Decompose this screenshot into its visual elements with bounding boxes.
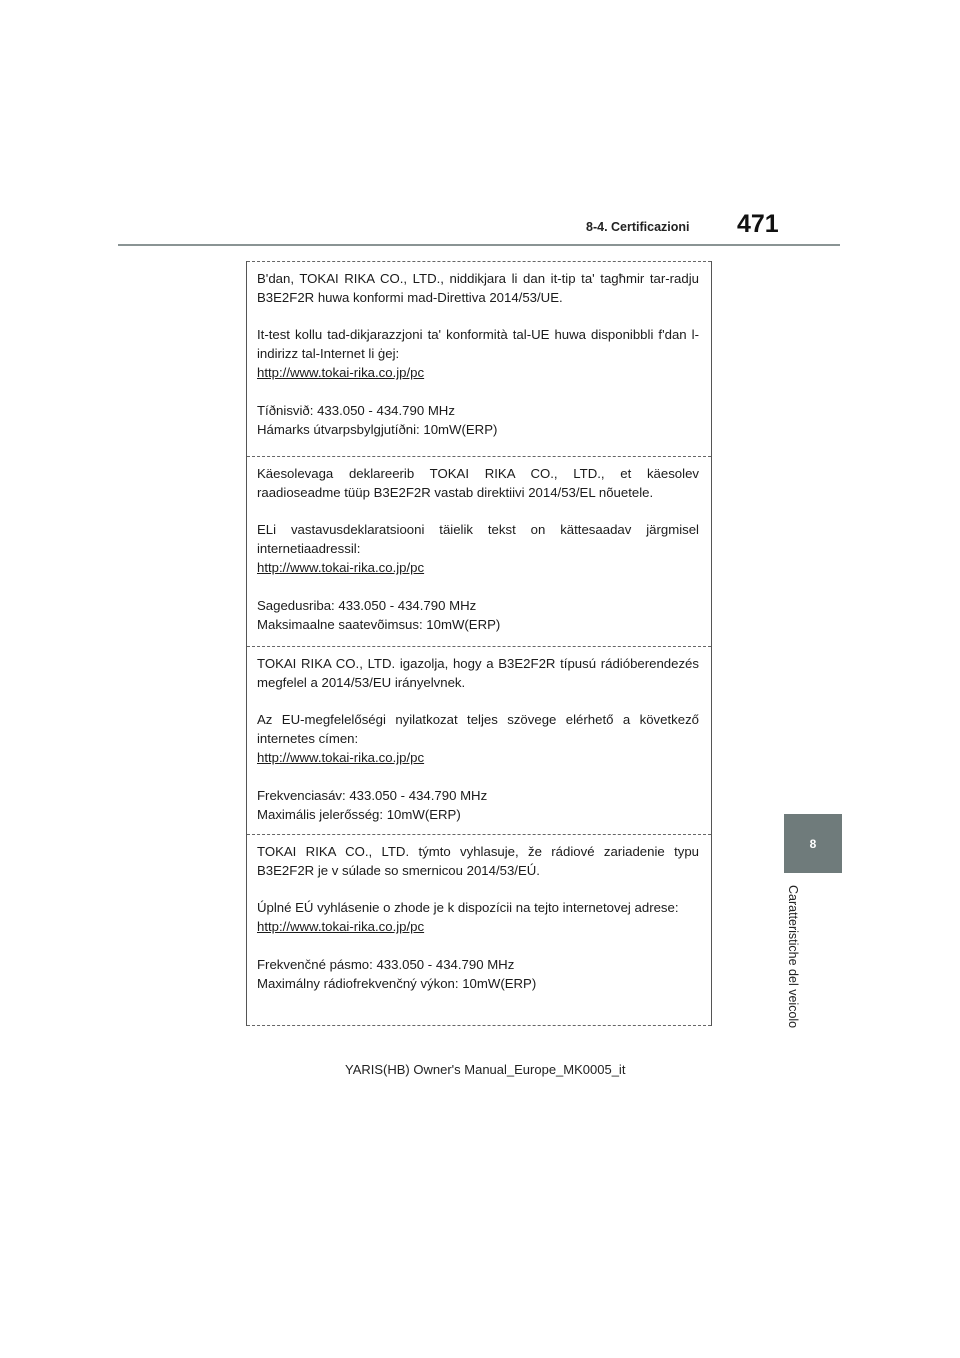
declaration-intro: Käesolevaga deklareerib TOKAI RIKA CO., LTD., et käesolev raadioseadme tüüp B3E2F2R vastab direktiivi 2014/53/EL nõuetele.: [257, 466, 699, 500]
declaration-text: ELi vastavusdeklaratsiooni täielik tekst on kättesaadav järgmisel internetiaadressil:: [257, 522, 699, 556]
declaration-intro: TOKAI RIKA CO., LTD. týmto vyhlasuje, že rádiové zariadenie typu B3E2F2R je v súlade so smernicou 2014/53/EÚ.: [257, 844, 699, 878]
certificate-block-maltese: [247, 261, 711, 456]
certificate-block-slovak: [247, 834, 711, 1026]
frequency-band: Frekvenčné pásmo: 433.050 - 434.790 MHz: [257, 957, 515, 972]
chapter-number: 8: [809, 836, 817, 851]
max-power: Maksimaalne saatevõimsus: 10mW(ERP): [257, 617, 501, 632]
max-power: Maximálny rádiofrekvenčný výkon: 10mW(ERP): [257, 976, 537, 991]
certificate-block-hungarian: [247, 646, 711, 834]
frequency-band: Tíðnisvið: 433.050 - 434.790 MHz: [257, 403, 455, 418]
declaration-intro: B'dan, TOKAI RIKA CO., LTD., niddikjara li dan it-tip ta' tagħmir tar-radju B3E2F2R huwa konformi mad-Direttiva 2014/53/UE.: [257, 271, 699, 305]
certificate-block-estonian: [247, 456, 711, 646]
declaration-text: It-test kollu tad-dikjarazzjoni ta' konformità tal-UE huwa disponibbli f'dan l-indirizz tal-Internet li ġej:: [257, 327, 699, 361]
declaration-text: Úplné EÚ vyhlásenie o zhode je k dispozícii na tejto internetovej adrese:: [257, 900, 679, 915]
declaration-link[interactable]: http://www.tokai-rika.co.jp/pc: [257, 750, 425, 765]
max-power: Maximális jelerősség: 10mW(ERP): [257, 807, 461, 822]
declaration-link[interactable]: http://www.tokai-rika.co.jp/pc: [257, 919, 425, 934]
frequency-band: Sagedusriba: 433.050 - 434.790 MHz: [257, 598, 477, 613]
page-number: 471: [737, 210, 779, 238]
section-title: 8-4. Certificazioni: [586, 220, 690, 234]
declaration-link[interactable]: http://www.tokai-rika.co.jp/pc: [257, 560, 425, 575]
frequency-band: Frekvenciasáv: 433.050 - 434.790 MHz: [257, 788, 488, 803]
manual-footer: YARIS(HB) Owner's Manual_Europe_MK0005_it: [345, 1062, 626, 1077]
max-power: Hámarks útvarpsbylgjutíðni: 10mW(ERP): [257, 422, 498, 437]
declaration-link[interactable]: http://www.tokai-rika.co.jp/pc: [257, 365, 425, 380]
declaration-intro: TOKAI RIKA CO., LTD. igazolja, hogy a B3E2F2R típusú rádióberendezés megfelel a 2014/53/EU irányelvnek.: [257, 656, 699, 690]
certificate-scan: [246, 261, 712, 1026]
header-divider: [118, 244, 840, 246]
declaration-text: Az EU-megfelelőségi nyilatkozat teljes szövege elérhető a következő internetes címen:: [257, 712, 699, 746]
chapter-label: Caratteristiche del veicolo: [786, 885, 800, 1029]
chapter-tab[interactable]: [784, 814, 842, 873]
